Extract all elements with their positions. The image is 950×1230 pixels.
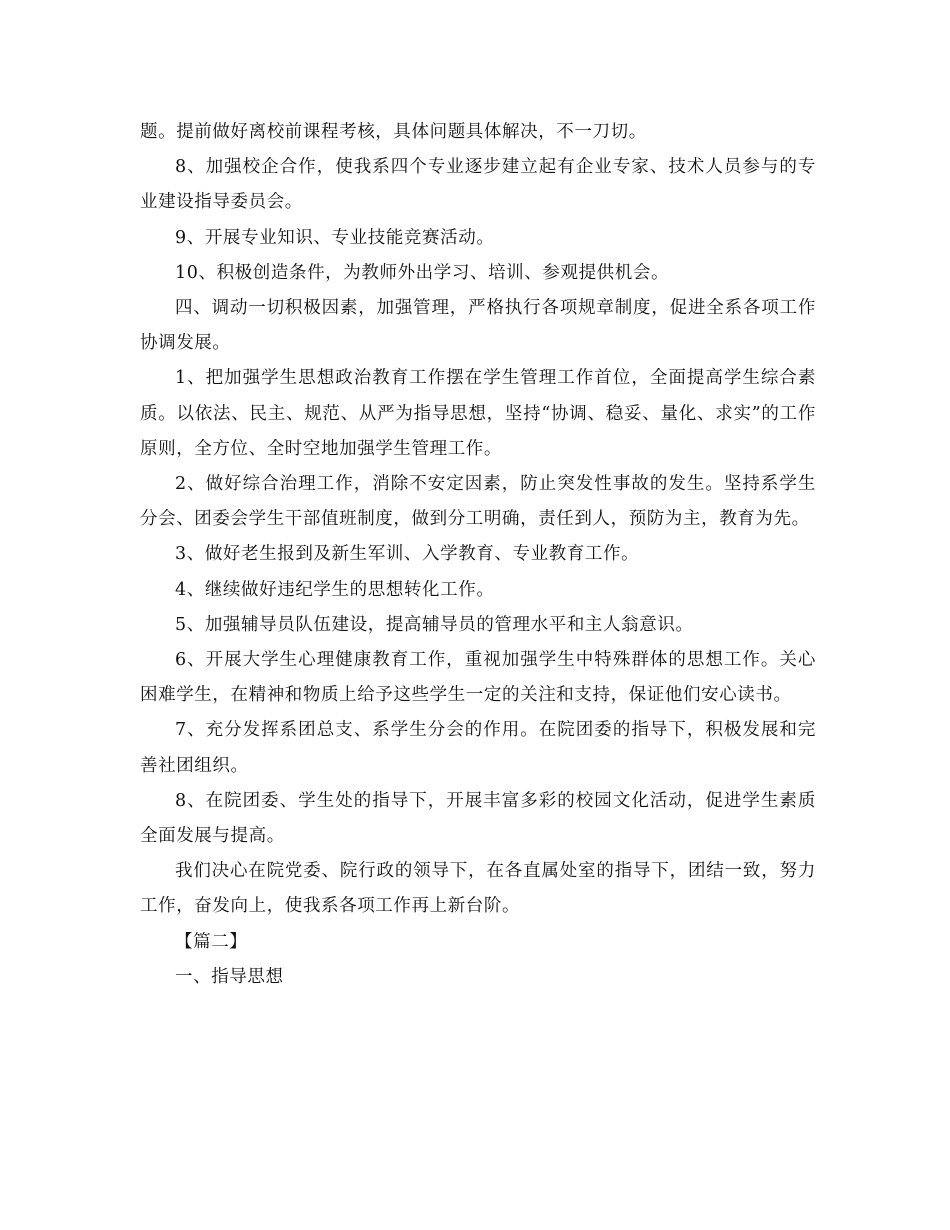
paragraph-continuation: 题。提前做好离校前课程考核，具体问题具体解决，不一刀切。 bbox=[140, 122, 647, 142]
paragraph-conclusion: 我们决心在院党委、院行政的领导下，在各直属处室的指导下，团结一致，努力工作，奋发向上，使我系各项工作再上新台阶。 bbox=[140, 861, 816, 917]
paragraph-item-1-education: 1、把加强学生思想政治教育工作摆在学生管理工作首位，全面提高学生综合素质。以依法、民主、规范、从严为指导思想，坚持“协调、稳妥、量化、求实”的工作原则，全方位、全时空地加强学生管理工作。 bbox=[140, 368, 816, 459]
paragraph-item-8-cooperation: 8、加强校企合作，使我系四个专业逐步建立起有企业专家、技术人员参与的专业建设指导委员会。 bbox=[140, 157, 816, 213]
document-body bbox=[140, 115, 816, 995]
paragraph-item-7-student-union: 7、充分发挥系团总支、系学生分会的作用。在院团委的指导下，积极发展和完善社团组织。 bbox=[140, 720, 816, 776]
paragraph-item-8-campus-culture: 8、在院团委、学生处的指导下，开展丰富多彩的校园文化活动，促进学生素质全面发展与提高。 bbox=[140, 790, 816, 847]
paragraph-item-9-competition: 9、开展专业知识、专业技能竞赛活动。 bbox=[175, 227, 495, 248]
paragraph-item-5-counselors: 5、加强辅导员队伍建设，提高辅导员的管理水平和主人翁意识。 bbox=[175, 614, 694, 635]
section-heading-four: 四、调动一切积极因素，加强管理，严格执行各项规章制度，促进全系各项工作协调发展。 bbox=[140, 298, 816, 354]
section-heading-guiding-ideology: 一、指导思想 bbox=[175, 966, 284, 987]
paragraph-item-4-discipline: 4、继续做好违纪学生的思想转化工作。 bbox=[175, 579, 495, 600]
paragraph-item-2-governance: 2、做好综合治理工作，消除不安定因素，防止突发性事故的发生。坚持系学生分会、团委会学生干部值班制度，做到分工明确，责任到人，预防为主，教育为先。 bbox=[140, 474, 816, 530]
paragraph-item-10-training: 10、积极创造条件，为教师外出学习、培训、参观提供机会。 bbox=[175, 262, 670, 283]
paragraph-item-3-enrollment: 3、做好老生报到及新生军训、入学教育、专业教育工作。 bbox=[175, 544, 640, 565]
paragraph-item-6-mental-health: 6、开展大学生心理健康教育工作，重视加强学生中特殊群体的思想工作。关心困难学生，在精神和物质上给予这些学生一定的关注和支持，保证他们安心读书。 bbox=[140, 650, 816, 706]
part-two-heading: 【篇二】 bbox=[175, 931, 248, 952]
